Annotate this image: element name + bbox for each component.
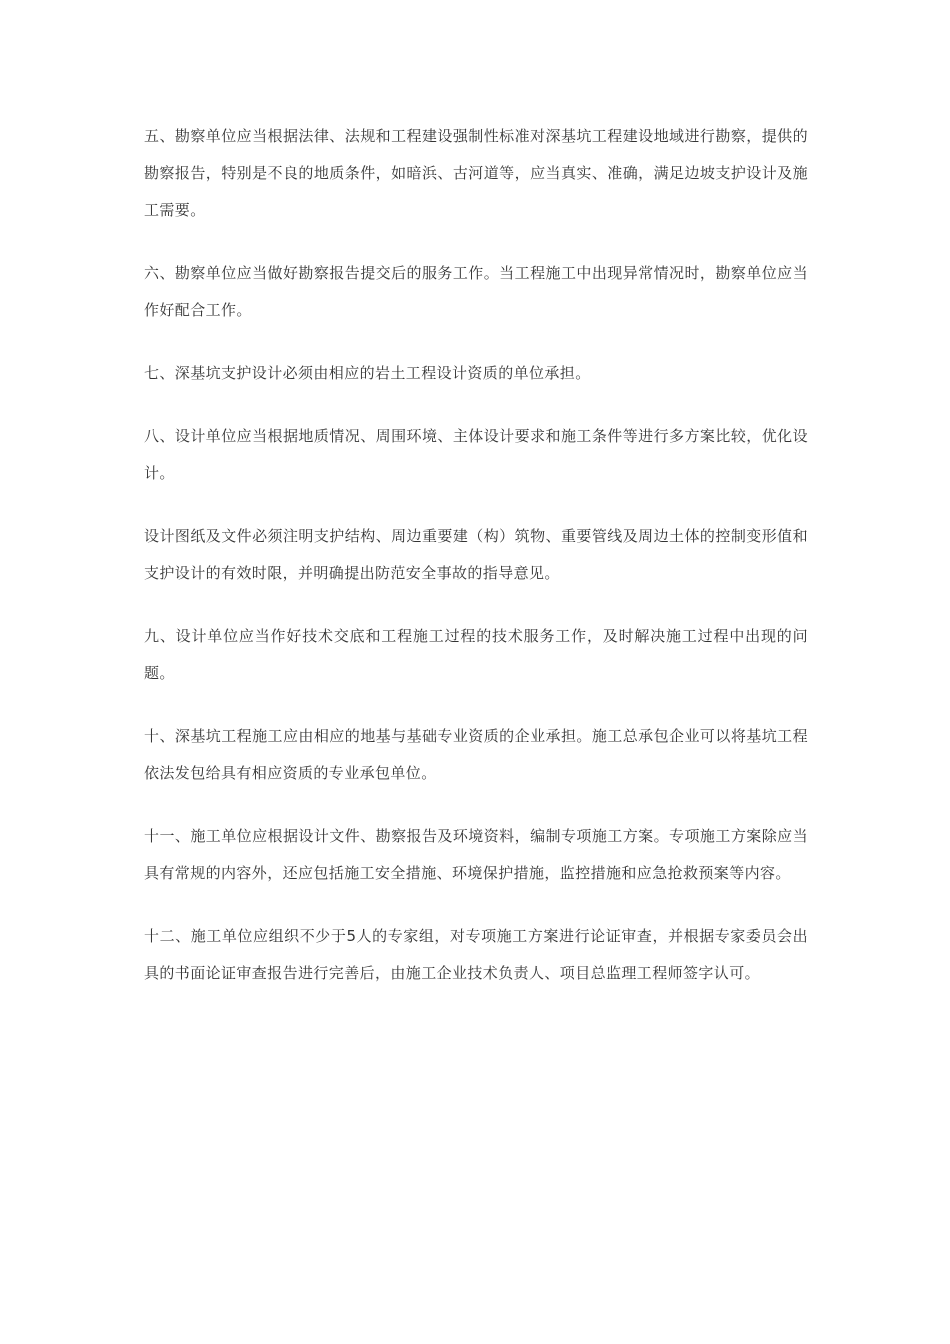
paragraph-9: 九、设计单位应当作好技术交底和工程施工过程的技术服务工作，及时解决施工过程中出现的问题。 <box>144 627 808 682</box>
paragraph-12: 十二、施工单位应组织不少于5人的专家组，对专项施工方案进行论证审查，并根据专家委员会出具的书面论证审查报告进行完善后，由施工企业技术负责人、项目总监理工程师签字认可。 <box>144 927 808 982</box>
paragraph-8: 八、设计单位应当根据地质情况、周围环境、主体设计要求和施工条件等进行多方案比较，优化设计。 <box>144 427 808 482</box>
paragraph-5: 五、勘察单位应当根据法律、法规和工程建设强制性标准对深基坑工程建设地域进行勘察，提供的勘察报告，特别是不良的地质条件，如暗浜、古河道等，应当真实、准确，满足边坡支护设计及施工需要。 <box>144 127 808 219</box>
paragraph-design-drawings: 设计图纸及文件必须注明支护结构、周边重要建（构）筑物、重要管线及周边土体的控制变形值和支护设计的有效时限，并明确提出防范安全事故的指导意见。 <box>144 527 808 582</box>
paragraph-10: 十、深基坑工程施工应由相应的地基与基础专业资质的企业承担。施工总承包企业可以将基坑工程依法发包给具有相应资质的专业承包单位。 <box>144 727 808 782</box>
paragraph-7: 七、深基坑支护设计必须由相应的岩土工程设计资质的单位承担。 <box>144 364 591 382</box>
paragraph-6: 六、勘察单位应当做好勘察报告提交后的服务工作。当工程施工中出现异常情况时，勘察单位应当作好配合工作。 <box>144 264 808 319</box>
paragraph-11: 十一、施工单位应根据设计文件、勘察报告及环境资料，编制专项施工方案。专项施工方案除应当具有常规的内容外，还应包括施工安全措施、环境保护措施，监控措施和应急抢救预案等内容。 <box>144 827 808 882</box>
